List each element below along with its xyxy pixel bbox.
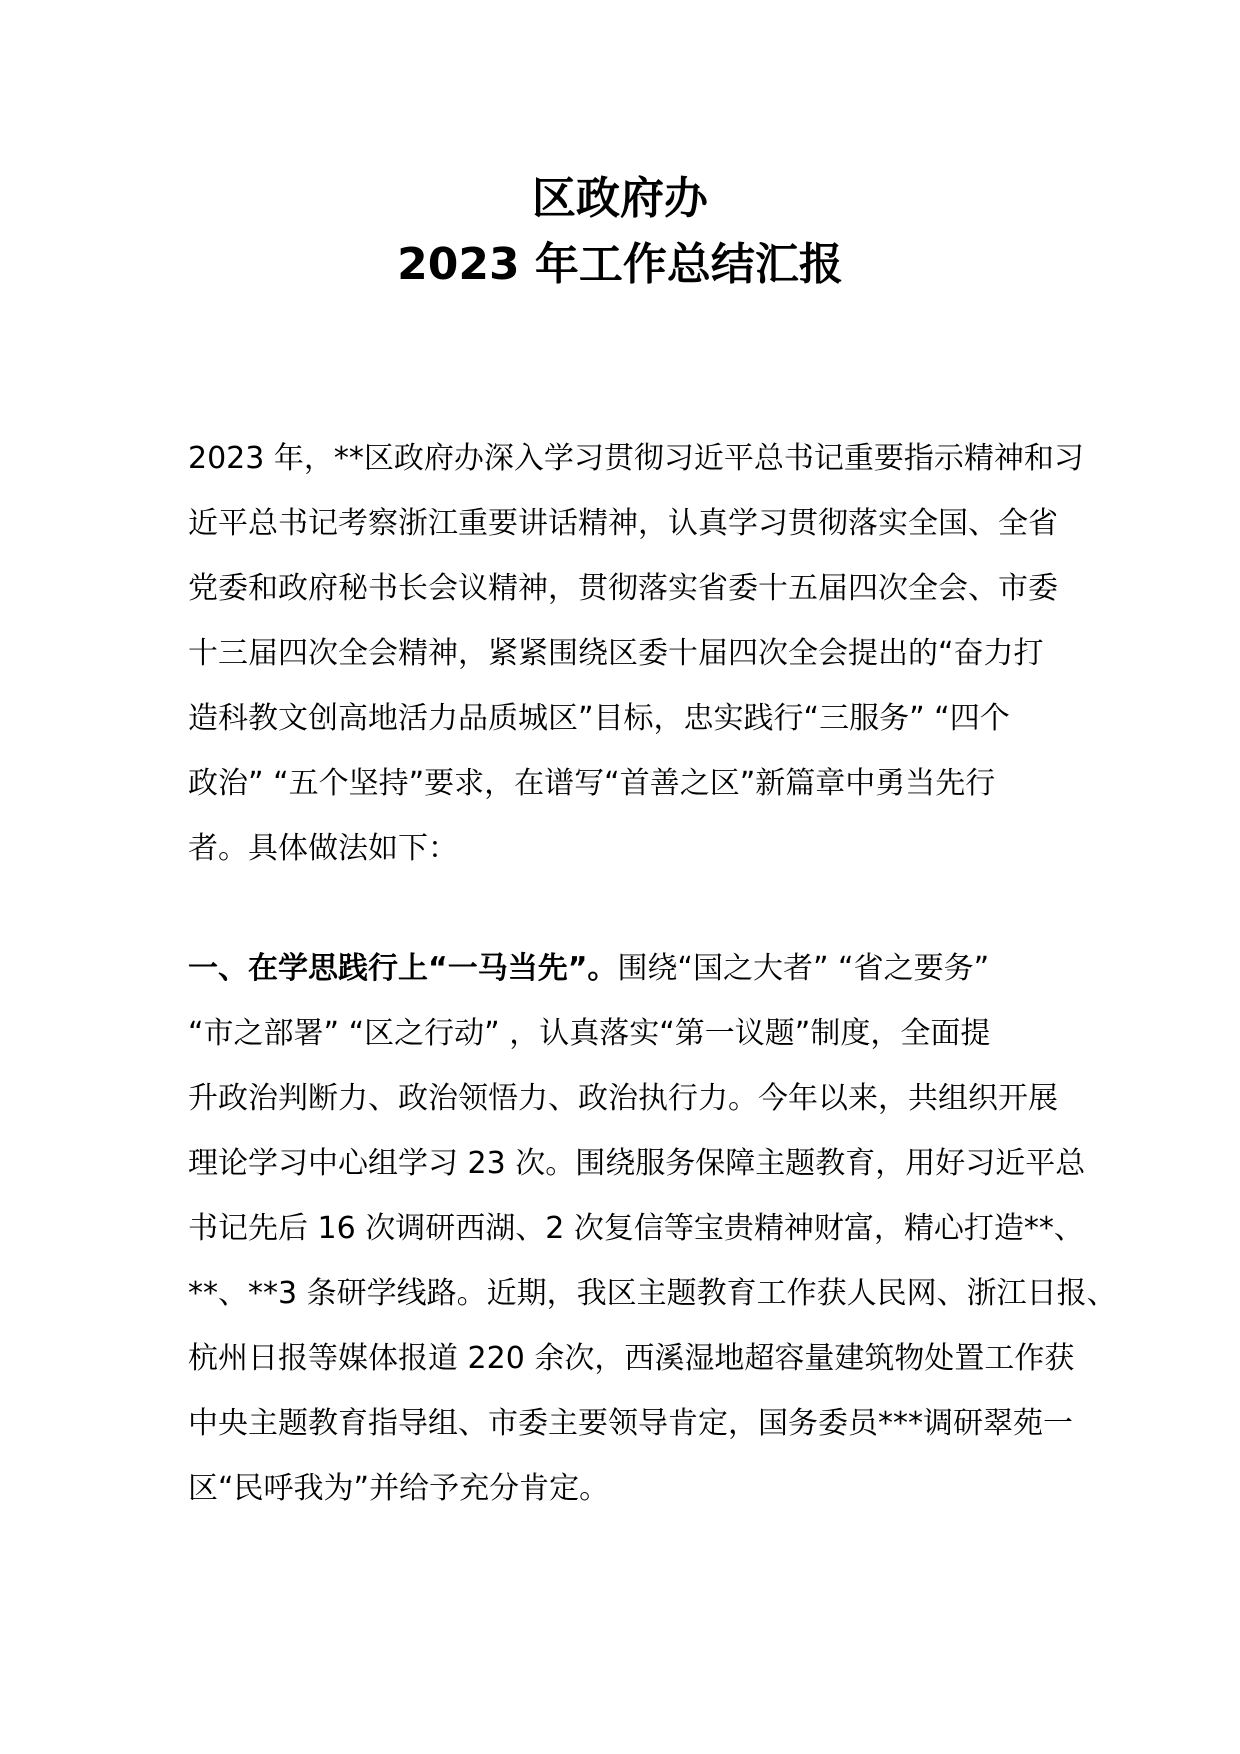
section-heading-rest: 围绕“国之大者” “省之要务”	[617, 951, 990, 986]
text-line: 十三届四次全会精神，紧紧围绕区委十届四次全会提出的“奋力打	[188, 636, 1044, 671]
text-line: 造科教文创高地活力品质城区”目标，忠实践行“三服务” “四个	[188, 701, 1010, 736]
section-heading-line	[188, 936, 1058, 1001]
text-line: 书记先后 16 次调研西湖、2 次复信等宝贵精神财富，精心打造**、	[188, 1211, 1084, 1246]
text-line: 中央主题教育指导组、市委主要领导肯定，国务委员***调研翠苑一	[188, 1406, 1073, 1441]
text-line: 2023 年，**区政府办深入学习贯彻习近平总书记重要指示精神和习	[188, 441, 1084, 476]
text-line: 理论学习中心组学习 23 次。围绕服务保障主题教育，用好习近平总	[188, 1146, 1086, 1181]
text-line: 杭州日报等媒体报道 220 余次，西溪湿地超容量建筑物处置工作获	[188, 1341, 1075, 1376]
text-line: 近平总书记考察浙江重要讲话精神，认真学习贯彻落实全国、全省	[188, 506, 1058, 541]
section-heading: 一、在学思践行上“一马当先”。	[188, 951, 618, 986]
text-line: 升政治判断力、政治领悟力、政治执行力。今年以来，共组织开展	[188, 1081, 1058, 1116]
text-line: **、**3 条研学线路。近期，我区主题教育工作获人民网、浙江日报、	[188, 1276, 1117, 1311]
text-line: 区“民呼我为”并给予充分肯定。	[188, 1471, 610, 1506]
text-line: 党委和政府秘书长会议精神，贯彻落实省委十五届四次全会、市委	[188, 571, 1058, 606]
text-line: 者。具体做法如下：	[188, 831, 458, 866]
document-title	[0, 166, 1240, 298]
paragraph-intro	[188, 426, 1084, 881]
text-line: “市之部署” “区之行动” ，认真落实“第一议题”制度，全面提	[188, 1016, 991, 1051]
title-line-1: 区政府办	[532, 173, 708, 224]
paragraph-section-1	[188, 936, 1117, 1521]
text-line: 政治” “五个坚持”要求，在谱写“首善之区”新篇章中勇当先行	[188, 766, 996, 801]
title-line-2: 2023 年工作总结汇报	[397, 239, 843, 290]
